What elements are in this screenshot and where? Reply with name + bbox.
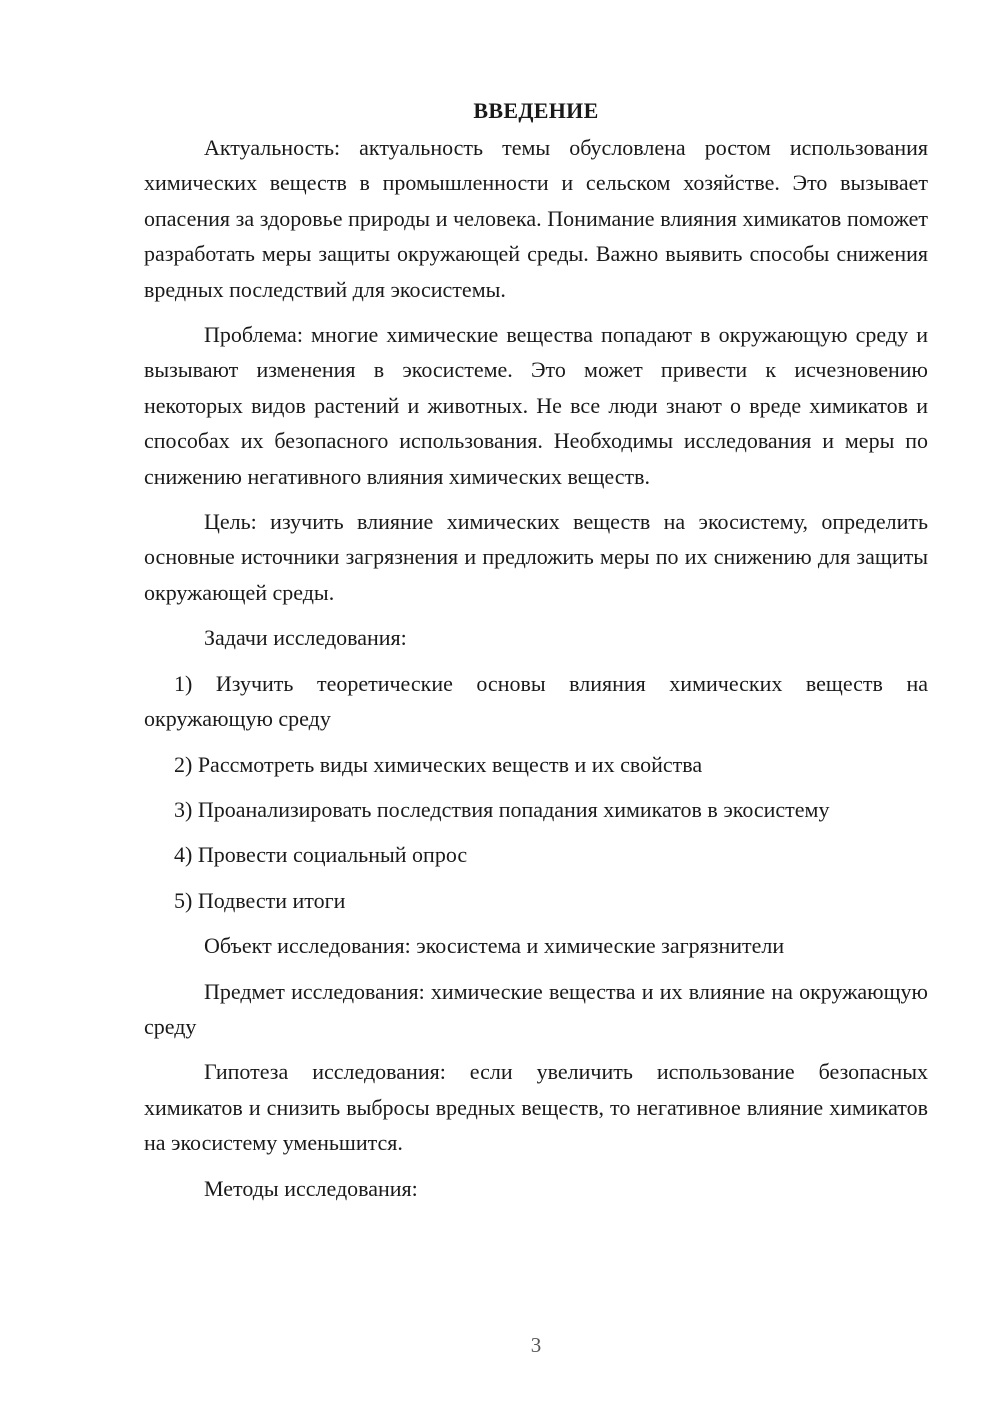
goal-paragraph: Цель: изучить влияние химических веществ на экосистему, определить основные источники загрязнения и предложить меры по их снижению для защиты окружающей среды. — [144, 509, 928, 605]
object-paragraph: Объект исследования: экосистема и химические загрязнители — [204, 933, 785, 959]
page-number: 3 — [530, 1333, 542, 1357]
task-item: 2) Рассмотреть виды химических веществ и их свойства — [174, 751, 703, 777]
document-heading: ВВЕДЕНИЕ — [473, 98, 599, 123]
task-item: 4) Провести социальный опрос — [174, 842, 468, 868]
task-item: 3) Проанализировать последствия попадания химикатов в экосистему — [174, 796, 830, 822]
task-item: 5) Подвести итоги — [174, 887, 346, 913]
document-page — [144, 96, 928, 1216]
relevance-paragraph: Актуальность: актуальность темы обусловлена ростом использования химических веществ в промышленности и сельском хозяйстве. Это вызывает опасения за здоровье природы и человека. Понимание влияния химикатов поможет разработать меры защиты окружающей среды. Важно выявить способы снижения вредных последствий для экосистемы. — [144, 135, 928, 302]
task-item: 1) Изучить теоретические основы влияния химических веществ на окружающую среду — [144, 670, 928, 732]
subject-paragraph: Предмет исследования: химические вещества и их влияние на окружающую среду — [144, 978, 928, 1039]
methods-title: Методы исследования: — [204, 1175, 418, 1201]
hypothesis-paragraph: Гипотеза исследования: если увеличить использование безопасных химикатов и снизить выбросы вредных веществ, то негативное влияние химикатов на экосистему уменьшится. — [144, 1059, 928, 1156]
problem-paragraph: Проблема: многие химические вещества попадают в окружающую среду и вызывают изменения в экосистеме. Это может привести к исчезновению некоторых видов растений и животных. Не все люди знают о вреде химикатов и способах их безопасного использования. Необходимы исследования и меры по снижению негативного влияния химических веществ. — [144, 322, 928, 489]
tasks-title: Задачи исследования: — [204, 625, 407, 651]
